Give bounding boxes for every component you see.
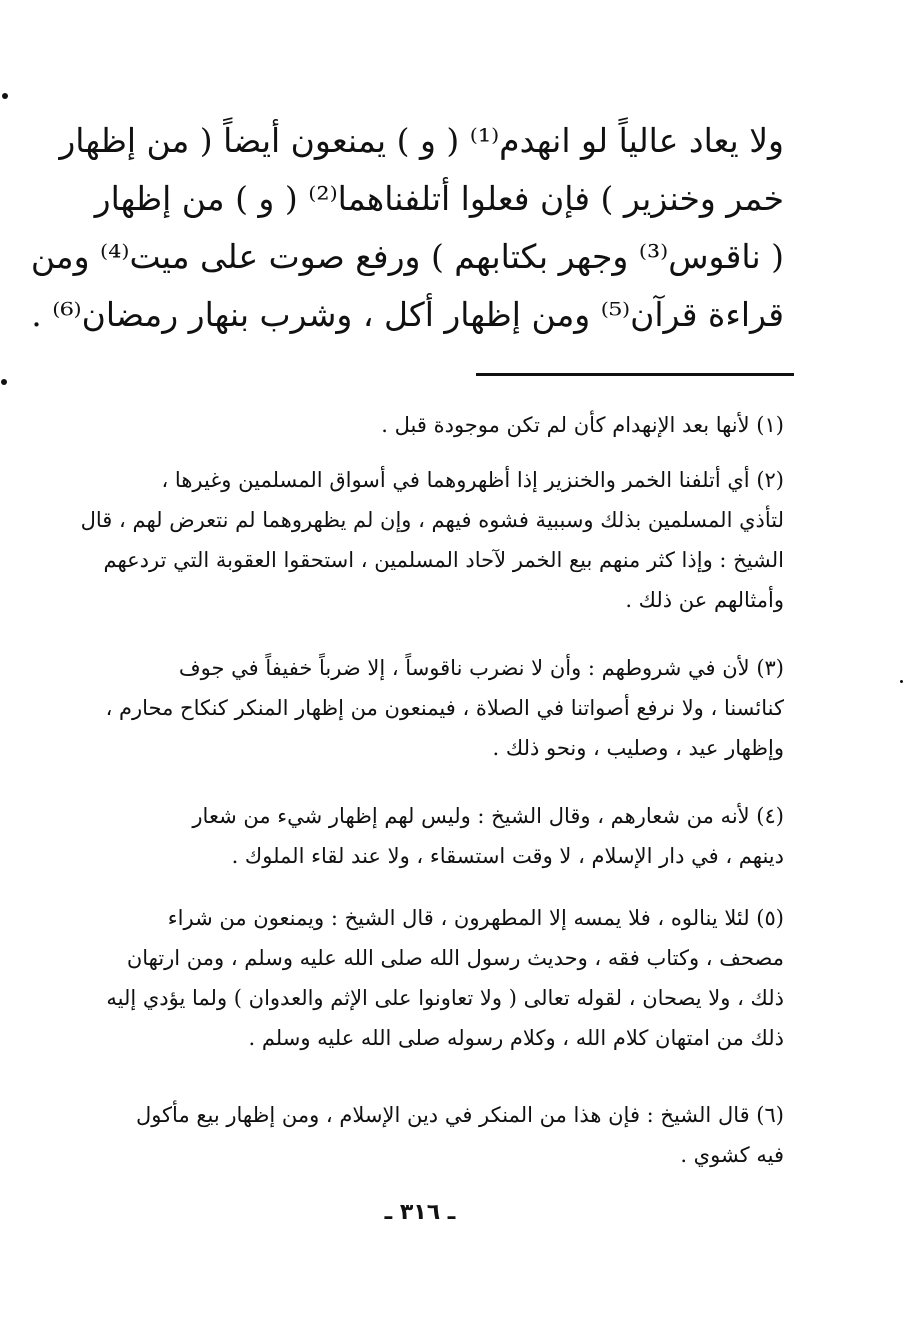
footnote-line: (٦) قال الشيخ : فإن هذا من المنكر في دين الإسلام ، ومن إظهار بيع مأكول [135, 1103, 784, 1127]
page-number: ـ ٣١٦ ـ [384, 1200, 456, 1225]
footnote-line: وأمثالهم عن ذلك . [625, 588, 784, 612]
footnote-line: الشيخ : وإذا كثر منهم بيع الخمر لآحاد المسلمين ، استحقوا العقوبة التي تردعهم [103, 548, 784, 572]
footnote-line: ذلك ، ولا يصحان ، لقوله تعالى ( ولا تعاونوا على الإثم والعدوان ) ولما يؤدي إليه [106, 986, 784, 1010]
margin-mark [900, 680, 903, 683]
margin-mark [1, 379, 7, 385]
margin-mark [2, 93, 8, 99]
footnote-line: (٤) لأنه من شعارهم ، وقال الشيخ : وليس لهم إظهار شيء من شعار [192, 804, 784, 828]
footnote-6 [62, 1095, 784, 1175]
footnote-line: (٢) أي أتلفنا الخمر والخنزير إذا أظهروهما في أسواق المسلمين وغيرها ، [161, 468, 784, 492]
main-text-line: قراءة قرآن⁽⁵⁾ ومن إظهار أكل ، وشرب بنهار رمضان⁽⁶⁾ . [31, 295, 784, 334]
footnote-line: كنائسنا ، ولا نرفع أصواتنا في الصلاة ، فيمنعون من إظهار المنكر كنكاح محارم ، [105, 696, 784, 720]
footnote-line: لتأذي المسلمين بذلك وسببية فشوه فيهم ، وإن لم يظهروهما لم نتعرض لهم ، قال [80, 508, 784, 532]
main-text [30, 112, 784, 344]
footnote-4 [62, 796, 784, 876]
main-text-line: ( ناقوس⁽³⁾ وجهر بكتابهم ) ورفع صوت على ميت⁽⁴⁾ ومن [30, 237, 784, 276]
footnote-line: مصحف ، وكتاب فقه ، وحديث رسول الله صلى الله عليه وسلم ، ومن ارتهان [126, 946, 784, 970]
footnote-2 [62, 460, 784, 620]
footnote-3 [62, 648, 784, 768]
footnote-line: (١) لأنها بعد الإنهدام كأن لم تكن موجودة قبل . [381, 413, 784, 437]
footnote-line: فيه كشوي . [680, 1143, 784, 1167]
footnote-5 [62, 898, 784, 1058]
main-text-line: خمر وخنزير ) فإن فعلوا أتلفناهما⁽²⁾ ( و ) من إظهار [94, 179, 784, 218]
footnote-1 [62, 405, 784, 445]
main-text-line: ولا يعاد عالياً لو انهدم⁽¹⁾ ( و ) يمنعون أيضاً ( من إظهار [59, 121, 784, 160]
footnote-line: (٥) لئلا ينالوه ، فلا يمسه إلا المطهرون ، قال الشيخ : ويمنعون من شراء [167, 906, 784, 930]
footnote-separator-rule [476, 373, 794, 376]
footnote-line: دينهم ، في دار الإسلام ، لا وقت استسقاء ، ولا عند لقاء الملوك . [231, 844, 784, 868]
footnote-line: وإظهار عيد ، وصليب ، ونحو ذلك . [492, 736, 784, 760]
footnote-line: ذلك من امتهان كلام الله ، وكلام رسوله صلى الله عليه وسلم . [248, 1026, 784, 1050]
footnote-line: (٣) لأن في شروطهم : وأن لا نضرب ناقوساً ، إلا ضرباً خفيفاً في جوف [178, 656, 784, 680]
